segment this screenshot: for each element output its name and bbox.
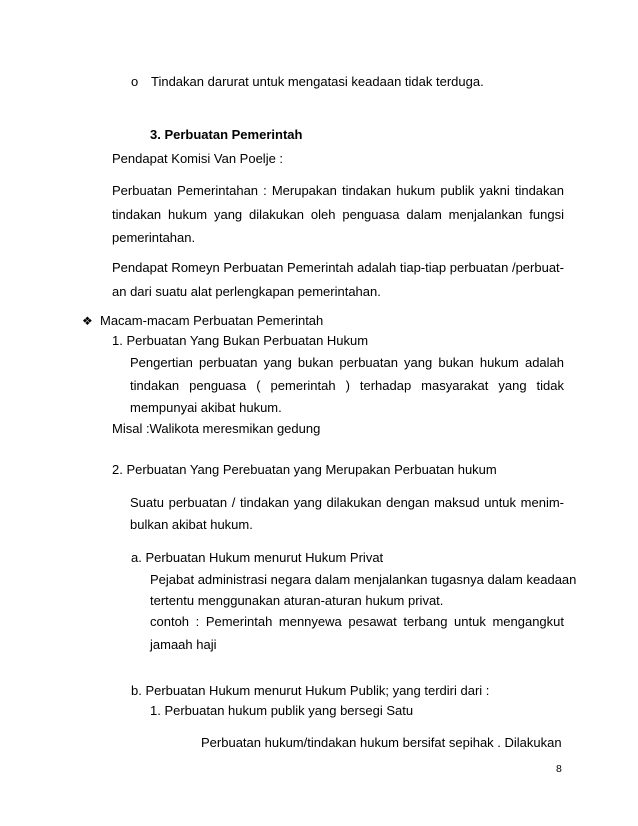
item-2-line-2: bulkan akibat hukum. [130, 517, 253, 532]
item-2-line-1: Suatu perbuatan / tindakan yang dilakukan dengan maksud untuk menim- [130, 495, 564, 510]
item-1-line-2: tindakan penguasa ( pemerintah ) terhadap masyarakat yang tidak [130, 378, 564, 393]
item-b-title: b. Perbuatan Hukum menurut Hukum Publik; yang terdiri dari : [131, 683, 490, 698]
section-heading: 3. Perbuatan Pemerintah [150, 127, 303, 142]
misal-line: Misal :Walikota meresmikan gedung [112, 421, 321, 436]
page-number: 8 [556, 763, 562, 775]
van-poelje-line-2: tindakan hukum yang dilakukan oleh penguasa dalam menjalankan fungsi [112, 207, 564, 222]
van-poelje-line-3: pemerintahan. [112, 230, 196, 245]
item-1-title: 1. Perbuatan Yang Bukan Perbuatan Hukum [112, 333, 369, 348]
bullet-text: Tindakan darurat untuk mengatasi keadaan tidak terduga. [151, 74, 484, 89]
item-2-title: 2. Perbuatan Yang Perebuatan yang Merupakan Perbuatan hukum [112, 462, 497, 477]
item-a-line-4: jamaah haji [150, 637, 217, 652]
item-a-title: a. Perbuatan Hukum menurut Hukum Privat [131, 550, 384, 565]
item-a-line-3: contoh : Pemerintah mennyewa pesawat terbang untuk mengangkut [150, 614, 564, 629]
item-b-1: 1. Perbuatan hukum publik yang bersegi Satu [150, 703, 414, 718]
last-line: Perbuatan hukum/tindakan hukum bersifat sepihak . Dilakukan [201, 735, 562, 750]
van-poelje-intro: Pendapat Komisi Van Poelje : [112, 151, 284, 166]
romeyn-line-2: an dari suatu alat perlengkapan pemerintahan. [112, 284, 381, 299]
item-1-line-1: Pengertian perbuatan yang bukan perbuatan yang bukan hukum adalah [130, 355, 564, 370]
item-a-line-1: Pejabat administrasi negara dalam menjalankan tugasnya dalam keadaan [150, 572, 577, 587]
romeyn-line-1: Pendapat Romeyn Perbuatan Pemerintah adalah tiap-tiap perbuatan /perbuat- [112, 260, 564, 275]
diamond-bullet-icon: ❖ [82, 314, 93, 328]
bullet-marker-o: o [131, 74, 139, 89]
item-a-line-2: tertentu menggunakan aturan-aturan hukum privat. [150, 593, 444, 608]
item-1-line-3: mempunyai akibat hukum. [130, 400, 282, 415]
van-poelje-line-1: Perbuatan Pemerintahan : Merupakan tindakan hukum publik yakni tindakan [112, 183, 564, 198]
macam-heading: Macam-macam Perbuatan Pemerintah [100, 313, 324, 328]
